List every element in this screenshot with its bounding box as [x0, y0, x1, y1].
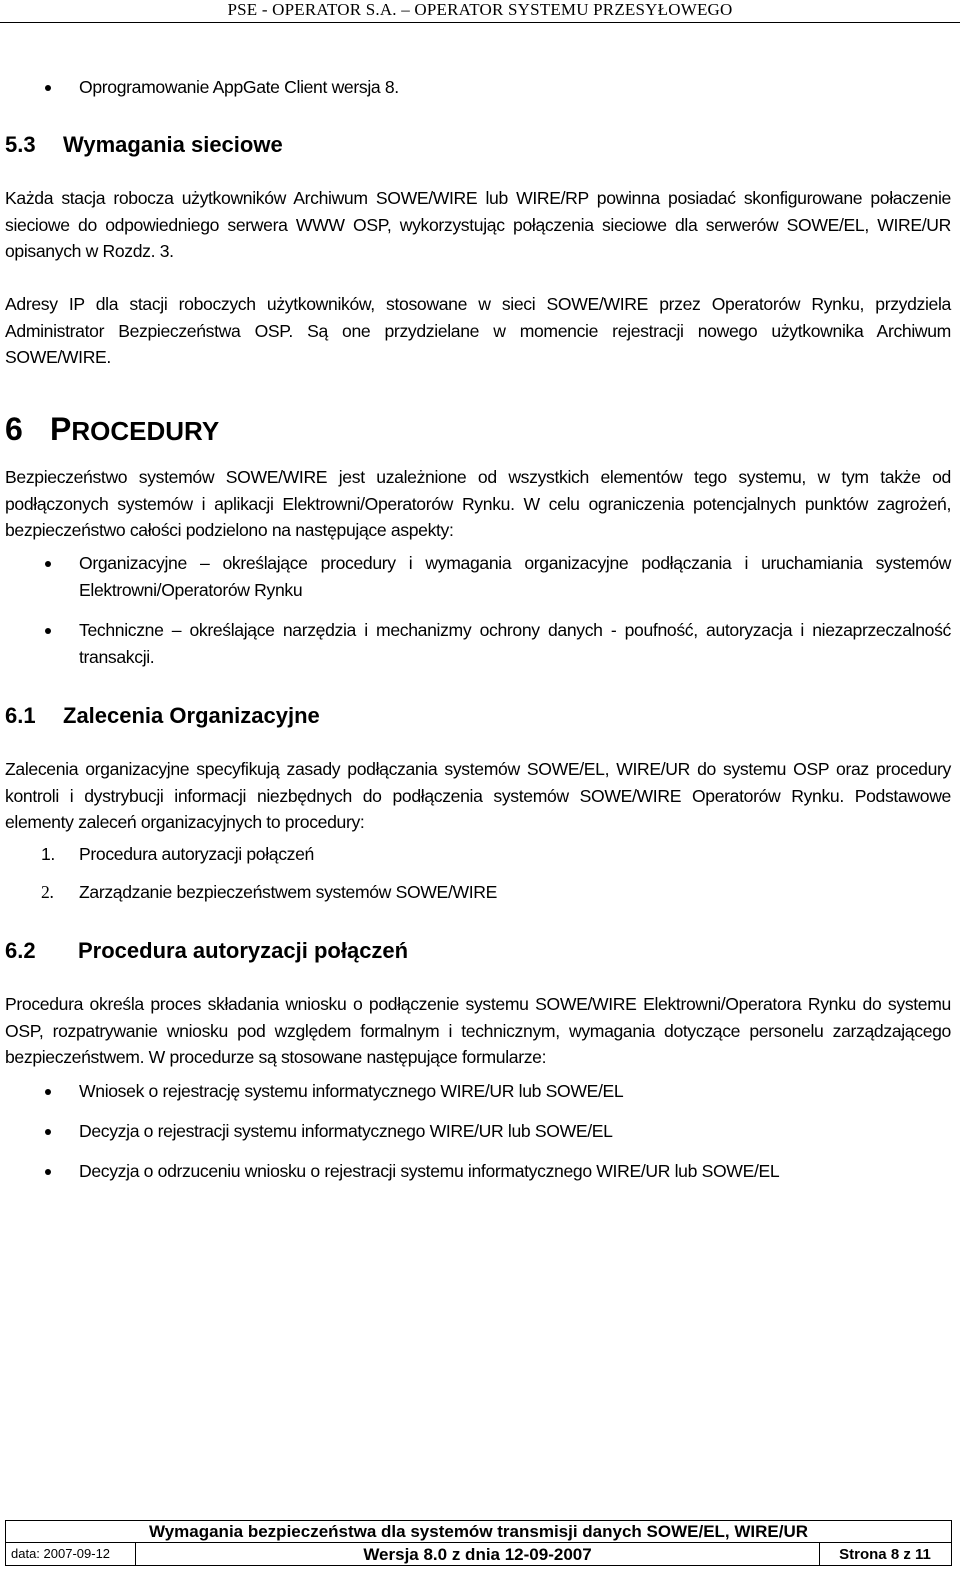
footer-date: data: 2007-09-12: [6, 1543, 136, 1566]
footer-version: Wersja 8.0 z dnia 12-09-2007: [136, 1543, 820, 1566]
footer-title: Wymagania bezpieczeństwa dla systemów transmisji danych SOWE/EL, WIRE/UR: [148, 1522, 809, 1541]
page-footer: [5, 1520, 952, 1566]
bullet-icon: [45, 1129, 51, 1135]
bullet-icon: [45, 1089, 51, 1095]
chapter-heading-6: 6 PROCEDURY: [5, 411, 220, 447]
paragraph: Bezpieczeństwo systemów SOWE/WIRE jest uzależnione od wszystkich elementów tego systemu, w tym także od podłączonych systemów i aplikacji Elektrowni/Operatorów Rynku. W celu ograniczenia potencjalnych punktów zagrożeń, bezpieczeństwo całości podzielono na następujące aspekty:: [5, 467, 951, 540]
bullet-icon: [45, 628, 51, 634]
footer-row: [6, 1542, 951, 1566]
paragraph: Każda stacja robocza użytkowników Archiwum SOWE/WIRE lub WIRE/RP powinna posiadać skonfigurowane połaczenie sieciowe do odpowiedniego serwera WWW OSP, wykorzystując połączenia sieciowe dla serwerów SOWE/EL, WIRE/UR opisanych w Rozdz. 3.: [5, 188, 951, 261]
list-item: Decyzja o rejestracji systemu informatycznego WIRE/UR lub SOWE/EL: [5, 1118, 951, 1145]
section-heading-6-2: 6.2 Procedura autoryzacji połączeń: [5, 938, 409, 963]
section-heading-6-1: 6.1 Zalecenia Organizacyjne: [5, 703, 320, 728]
bullet-icon: [45, 561, 51, 567]
paragraph: Zalecenia organizacyjne specyfikują zasady podłączania systemów SOWE/EL, WIRE/UR do systemu OSP oraz procedury kontroli i dystrybucji informacji niezbędnych do podłączenia systemów SOWE/WIRE Operatorów Rynku. Podstawowe elementy zaleceń organizacyjnych to procedury:: [5, 759, 951, 832]
header-rule: [0, 22, 960, 23]
list-item: Oprogramowanie AppGate Client wersja 8.: [5, 74, 951, 101]
bullet-icon: [45, 1169, 51, 1175]
header-title: PSE - OPERATOR S.A. – OPERATOR SYSTEMU PRZESYŁOWEGO: [227, 0, 733, 19]
list-item: Techniczne – określające narzędzia i mechanizmy ochrony danych - poufność, autoryzacja i niezaprzeczalność transakcji.: [5, 617, 951, 671]
page-header: [0, 0, 960, 22]
list-item: Wniosek o rejestrację systemu informatycznego WIRE/UR lub SOWE/EL: [5, 1078, 951, 1105]
paragraph: Procedura określa proces składania wniosku o podłączenie systemu SOWE/WIRE Elektrowni/Operatora Rynku do systemu OSP, rozpatrywanie wniosku pod względem formalnym i technicznym, wymagania dotyczące personelu zarządzającego bezpieczeństwem. W procedurze są stosowane następujące formularze:: [5, 994, 951, 1067]
footer-page-number: Strona 8 z 11: [839, 1546, 931, 1563]
bullet-icon: [45, 85, 51, 91]
list-item: 2. Zarządzanie bezpieczeństwem systemów SOWE/WIRE: [41, 882, 498, 902]
section-heading-5-3: 5.3 Wymagania sieciowe: [5, 132, 283, 157]
paragraph: Adresy IP dla stacji roboczych użytkowników, stosowane w sieci SOWE/WIRE przez Operatorów Rynku, przydziela Administrator Bezpieczeństwa OSP. Są one przydzielane w momencie rejestracji nowego użytkownika Archiwum SOWE/WIRE.: [5, 294, 951, 367]
list-item: Decyzja o odrzuceniu wniosku o rejestracji systemu informatycznego WIRE/UR lub SOWE/EL: [5, 1158, 951, 1185]
list-item: Organizacyjne – określające procedury i wymagania organizacyjne podłączania i uruchamiania systemów Elektrowni/Operatorów Rynku: [5, 550, 951, 604]
list-item: 1. Procedura autoryzacji połączeń: [41, 844, 314, 864]
